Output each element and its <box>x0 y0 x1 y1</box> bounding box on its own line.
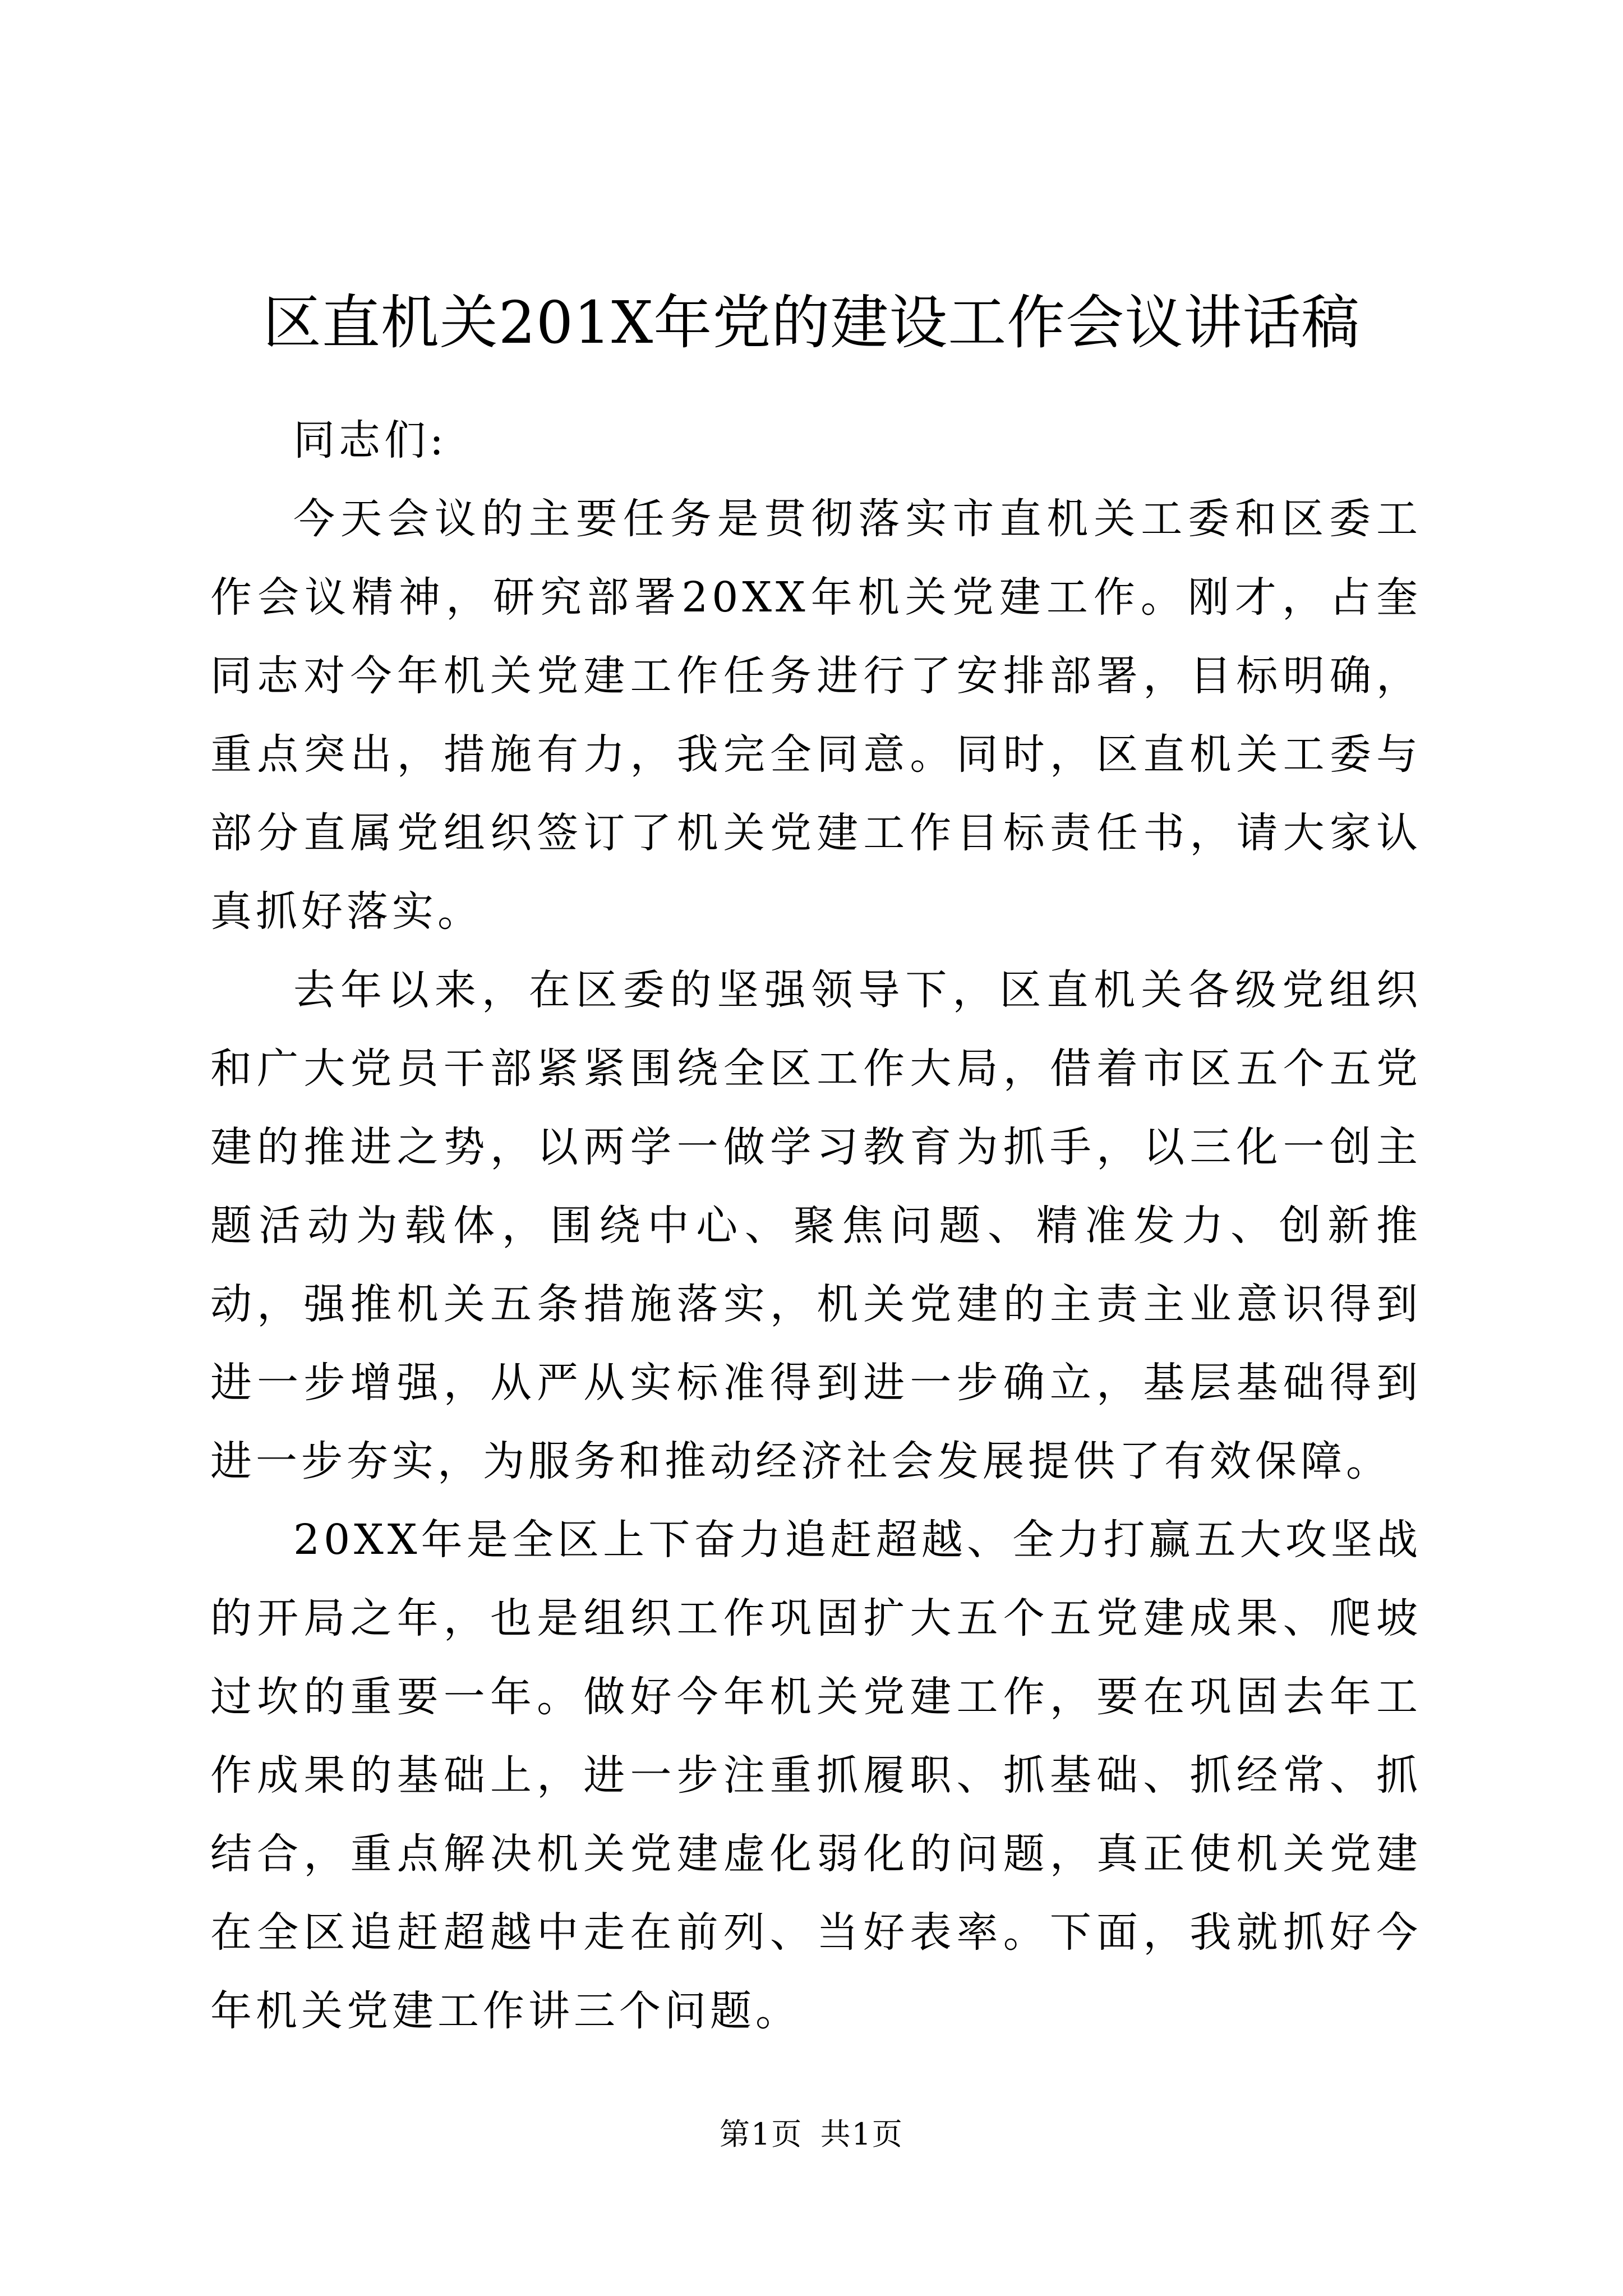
greeting: 同志们: <box>293 416 448 464</box>
paragraph-1: 今天会议的主要任务是贯彻落实市直机关工委和区委工作会议精神，研究部署20XX年机关党建工作。刚才，占奎同志对今年机关党建工作任务进行了安排部署，目标明确，重点突出，措施有力，我完全同意。同时，区直机关工委与部分直属党组织签订了机关党建工作目标责任书，请大家认真抓好落实。 <box>210 495 1422 936</box>
page-number: 第1页 <box>720 2116 803 2152</box>
document-body <box>210 401 1422 2050</box>
paragraph-2: 去年以来，在区委的坚强领导下，区直机关各级党组织和广大党员干部紧紧围绕全区工作大局，借着市区五个五党建的推进之势，以两学一做学习教育为抓手，以三化一创主题活动为载体，围绕中心、聚焦问题、精准发力、创新推动，强推机关五条措施落实，机关党建的主责主业意识得到进一步增强，从严从实标准得到进一步确立，基层基础得到进一步夯实，为服务和推动经济社会发展提供了有效保障。 <box>210 966 1422 1485</box>
paragraph-3: 20XX年是全区上下奋力追赶超越、全力打赢五大攻坚战的开局之年，也是组织工作巩固扩大五个五党建成果、爬坡过坎的重要一年。做好今年机关党建工作，要在巩固去年工作成果的基础上，进一步注重抓履职、抓基础、抓经常、抓结合，重点解决机关党建虚化弱化的问题，真正使机关党建在全区追赶超越中走在前列、当好表率。下面，我就抓好今年机关党建工作讲三个问题。 <box>210 1516 1422 2035</box>
document-title: 区直机关201X年党的建设工作会议讲话稿 <box>262 288 1361 357</box>
page-footer <box>0 2115 1623 2154</box>
page-total: 共1页 <box>820 2116 903 2152</box>
